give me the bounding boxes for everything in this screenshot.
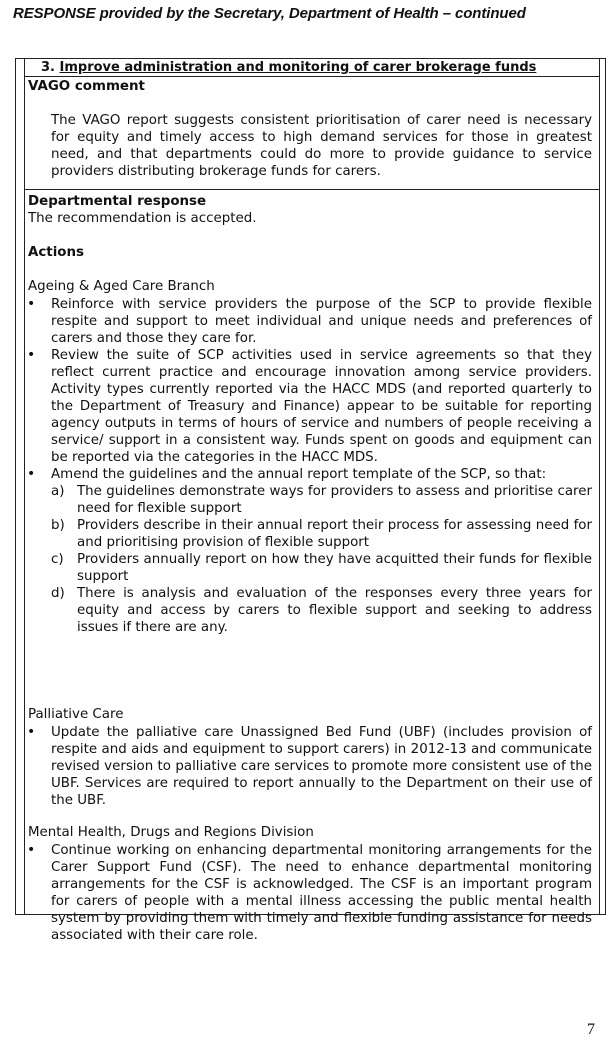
list-item-text: Amend the guidelines and the annual report template of the SCP, so that: — [51, 467, 547, 482]
list-item: • Continue working on enhancing departmental monitoring arrangements for the Carer Support Fund (CSF). The need to enhance departmental monitoring arrangements for the CSF is acknowledged. The CSF is an important program for carers of people with a mental illness accessing the public mental health system by providing them with timely and flexible funding assistance for needs associated with their care role. — [25, 842, 592, 944]
sub-list-item — [51, 483, 592, 517]
ageing-actions-list — [25, 296, 592, 636]
sub-item-marker: d) — [51, 586, 65, 601]
recommendation-title-text: Improve administration and monitoring of carer brokerage funds — [59, 60, 537, 75]
sub-list-item — [51, 551, 592, 585]
departmental-response-section — [24, 189, 600, 943]
recommendation-box — [15, 58, 606, 943]
vago-comment-heading: VAGO comment — [28, 79, 145, 94]
list-item: • Reinforce with service providers the purpose of the SCP to provide flexible respite and support to meet individual and unique needs and preferences of carers and those they care for. — [25, 296, 592, 347]
palliative-actions-list — [25, 724, 592, 809]
sub-item-marker: c) — [51, 552, 64, 567]
sub-item-marker: b) — [51, 518, 65, 533]
sub-item-text: Providers describe in their annual report their process for assessing need for and prioritising provision of flexible support — [77, 518, 592, 550]
mental-health-actions-list — [25, 842, 592, 944]
palliative-section-title: Palliative Care — [28, 707, 124, 722]
list-item: • Review the suite of SCP activities used in service agreements so that they reflect current practice and encourage innovation among service providers. Activity types currently reported via the HACC MDS (and reported quarterly to the Department of Treasury and Finance) appear to be suitable for reporting agency outputs in terms of hours of service and numbers of people receiving a service/ support in a consistent way. Funds spent on goods and equipment can be reported via the categories in the HACC MDS. — [25, 347, 592, 466]
actions-heading: Actions — [28, 245, 84, 260]
sub-item-text: There is analysis and evaluation of the responses every three years for equity and access by carers to flexible support and seeking to address issues if there are any. — [77, 586, 592, 635]
list-item: • Update the palliative care Unassigned Bed Fund (UBF) (includes provision of respite and aids and equipment to support carers) in 2012-13 and communicate revised version to palliative care services to promote more consistent use of the UBF. Services are required to report annually to the Department on their use of the UBF. — [25, 724, 592, 809]
page-number: 7 — [587, 1021, 595, 1038]
page-header: RESPONSE provided by the Secretary, Department of Health – continued — [13, 5, 526, 22]
recommendation-number: 3. — [41, 60, 55, 75]
sub-list-item — [51, 517, 592, 551]
departmental-response-heading: Departmental response — [28, 194, 207, 209]
recommendation-title — [24, 59, 600, 77]
list-item — [25, 466, 592, 636]
vago-comment-paragraph: The VAGO report suggests consistent prioritisation of carer need is necessary for equity and timely access to high demand services for those in greatest need, and that departments could do more to provide guidance to service providers distributing brokerage funds for carers. — [51, 113, 592, 179]
vago-comment-section — [24, 76, 600, 190]
sub-item-text: Providers annually report on how they have acquitted their funds for flexible support — [77, 552, 592, 584]
sub-item-text: The guidelines demonstrate ways for providers to assess and prioritise carer need for flexible support — [77, 484, 592, 516]
mental-health-section-title: Mental Health, Drugs and Regions Division — [28, 825, 314, 840]
sub-item-marker: a) — [51, 484, 65, 499]
acceptance-statement: The recommendation is accepted. — [28, 211, 257, 226]
sub-list — [51, 483, 592, 636]
sub-list-item — [51, 585, 592, 636]
ageing-section-title: Ageing & Aged Care Branch — [28, 279, 215, 294]
